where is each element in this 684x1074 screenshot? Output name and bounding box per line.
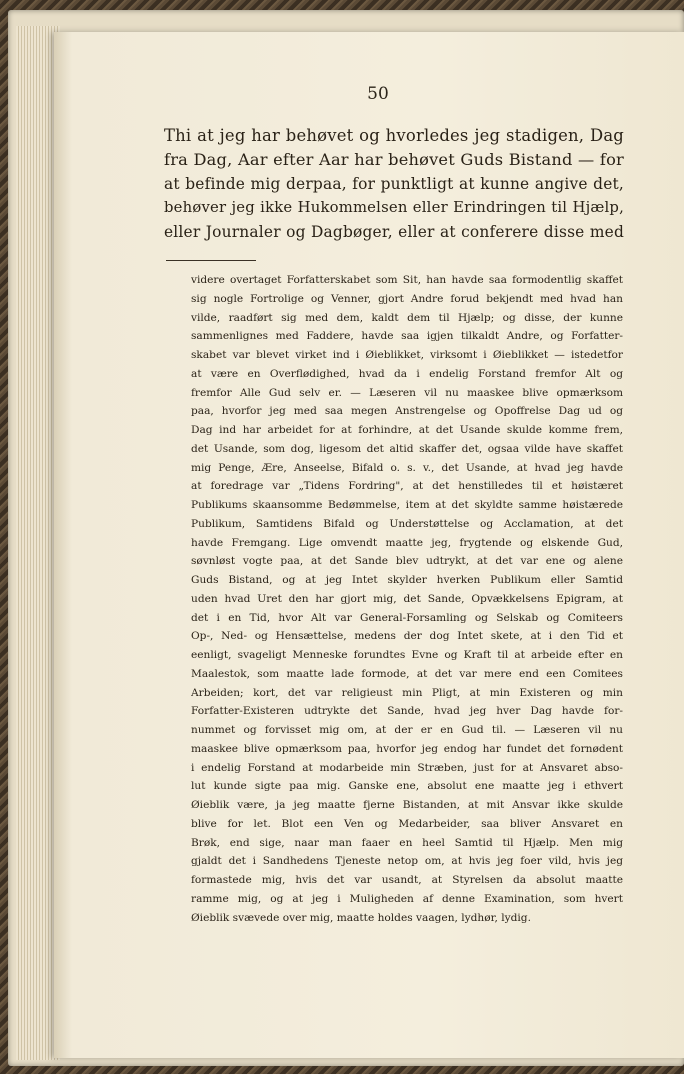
footnote-line: sig nogle Fortrolige og Venner, gjort Andre forud bekjendt med hvad han xyxy=(191,292,623,305)
footnote-line: Arbeiden; kort, det var religieust min Pligt, at min Existeren og min xyxy=(191,686,623,699)
body-line: at befinde mig derpaa, for punktligt at kunne angive det, xyxy=(164,175,624,193)
body-line: eller Journaler og Dagbøger, eller at conferere disse med xyxy=(164,223,624,241)
footnote-line: maaskee blive opmærksom paa, hvorfor jeg endog har fundet det fornødent xyxy=(191,742,623,755)
body-line: Thi at jeg har behøvet og hvorledes jeg stadigen, Dag xyxy=(164,126,624,145)
footnote-line: blive for let. Blot een Ven og Medarbeider, saa bliver Ansvaret en xyxy=(191,817,623,830)
footnote-line: Publikum, Samtidens Bifald og Understøttelse og Acclamation, at det xyxy=(191,517,623,530)
footnote-line: Øieblik svævede over mig, maatte holdes vaagen, lydhør, lydig. xyxy=(191,911,531,924)
footnote-line: Øieblik være, ja jeg maatte fjerne Bistanden, at mit Ansvar ikke skulde xyxy=(191,799,623,811)
footnote-line: Forfatter-Existeren udtrykte det Sande, hvad jeg hver Dag havde for- xyxy=(191,705,623,718)
footnote-rule xyxy=(166,260,256,261)
body-line: behøver jeg ikke Hukommelsen eller Erindringen til Hjælp, xyxy=(164,199,624,216)
footnote-line: Maalestok, som maatte lade formode, at det var mere end een Comitees xyxy=(191,667,623,680)
footnote-line: skabet var blevet virket ind i Øieblikket, virksomt i Øieblikket — istedetfor xyxy=(191,349,623,361)
footnote-line: formastede mig, hvis det var usandt, at Styrelsen da absolut maatte xyxy=(191,874,623,886)
footnote-line: eenligt, svageligt Menneske forundtes Evne og Kraft til at arbeide efter en xyxy=(191,649,623,661)
footnote-line: sammenlignes med Faddere, havde saa igjen tilkaldt Andre, og Forfatter- xyxy=(191,330,623,343)
footnote-line: at foredrage var „Tidens Fordring", at det henstilledes til et høistæret xyxy=(191,480,623,493)
footnote-line: i endelig Forstand at modarbeide min Stræben, just for at Ansvaret abso- xyxy=(191,761,623,774)
footnote-line: mig Penge, Ære, Anseelse, Bifald o. s. v., det Usande, at hvad jeg havde xyxy=(191,461,623,474)
footnote-line: uden hvad Uret den har gjort mig, det Sande, Opvækkelsens Epigram, at xyxy=(191,592,623,605)
footnote-line: Dag ind har arbeidet for at forhindre, at det Usande skulde komme frem, xyxy=(191,424,623,436)
footnote-line: lut kunde sigte paa mig. Ganske ene, absolut ene maatte jeg i ethvert xyxy=(191,780,623,793)
footnote-line: gjaldt det i Sandhedens Tjeneste netop om, at hvis jeg foer vild, hvis jeg xyxy=(191,855,623,868)
page-number: 50 xyxy=(367,84,389,104)
footnote-line: paa, hvorfor jeg med saa megen Anstrengelse og Opoffrelse Dag ud og xyxy=(191,405,623,418)
footnote-line: søvnløst vogte paa, at det Sande blev udtrykt, at det var ene og alene xyxy=(191,555,623,568)
footnote-line: videre overtaget Forfatterskabet som Sit, han havde saa formodentlig skaffet xyxy=(191,274,623,286)
footnote-line: det i en Tid, hvor Alt var General-Forsamling og Selskab og Comiteers xyxy=(191,611,623,624)
footnote-line: vilde, raadført sig med dem, kaldt dem til Hjælp; og disse, der kunne xyxy=(191,311,623,324)
footnote-line: Op-, Ned- og Hensættelse, medens der dog Intet skete, at i den Tid et xyxy=(191,630,623,643)
footnote-line: havde Fremgang. Lige omvendt maatte jeg, frygtende og elskende Gud, xyxy=(191,536,623,549)
footnote-line: Publikums skaansomme Bedømmelse, item at det skyldte samme høistærede xyxy=(191,499,623,511)
footnote-line: fremfor Alle Gud selv er. — Læseren vil nu maaskee blive opmærksom xyxy=(191,386,623,399)
body-line: fra Dag, Aar efter Aar har behøvet Guds Bistand — for xyxy=(164,150,624,169)
footnote-text xyxy=(191,271,623,927)
footnote-line: Brøk, end sige, naar man faaer en heel Samtid til Hjælp. Men mig xyxy=(191,836,623,849)
footnote-line: at være en Overflødighed, hvad da i endelig Forstand fremfor Alt og xyxy=(191,367,623,380)
footnote-line: ramme mig, og at jeg i Muligheden af denne Examination, som hvert xyxy=(191,892,623,905)
body-text xyxy=(164,124,624,244)
footnote-line: Guds Bistand, og at jeg Intet skylder hverken Publikum eller Samtid xyxy=(191,574,623,586)
footnote-line: nummet og forvisset mig om, at der er en Gud til. — Læseren vil nu xyxy=(191,724,623,736)
footnote-line: det Usande, som dog, ligesom det altid skaffer det, ogsaa vilde have skaffet xyxy=(191,442,623,455)
